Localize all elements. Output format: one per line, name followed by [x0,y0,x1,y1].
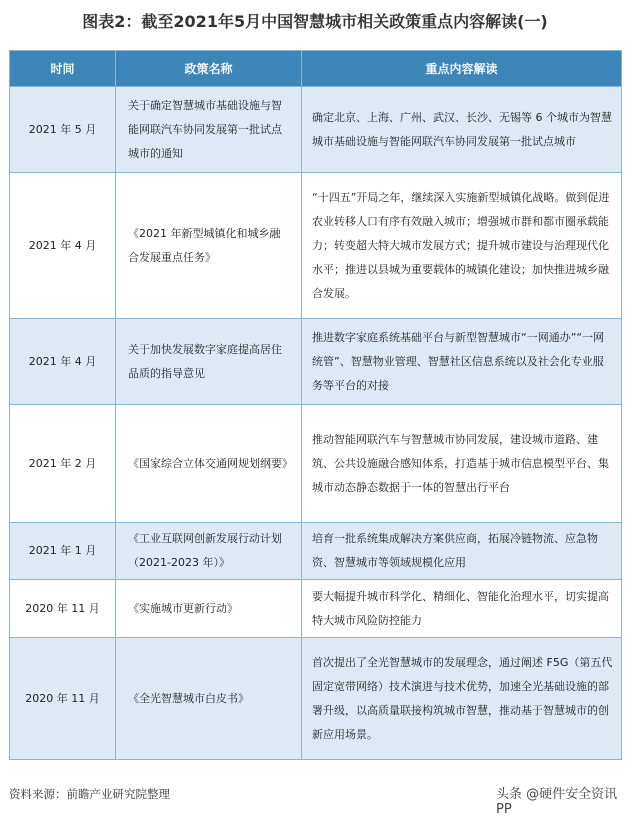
page-title: 图表2：截至2021年5月中国智慧城市相关政策重点内容解读(一) [82,12,548,31]
cell-detail: 首次提出了全光智慧城市的发展理念，通过阐述 F5G（第五代固定宽带网络）技术演进与技术优势，加速全光基础设施的部署升级，以高质量联接构筑城市智慧，推动基于智慧城市的创新应用场景。 [302,638,622,760]
cell-time: 2020 年 11 月 [10,638,116,760]
policy-table [9,50,622,760]
cell-policy: 《实施城市更新行动》 [116,580,302,638]
cell-policy: 《全光智慧城市白皮书》 [116,638,302,760]
table-row [10,405,622,523]
table-row [10,87,622,173]
watermark-text: 头条 @硬件安全资讯PP [496,787,618,817]
cell-policy: 关于确定智慧城市基础设施与智能网联汽车协同发展第一批试点城市的通知 [116,87,302,173]
table-row [10,523,622,580]
cell-policy: 《工业互联网创新发展行动计划（2021-2023 年）》 [116,523,302,580]
cell-time: 2021 年 5 月 [10,87,116,173]
cell-detail: “十四五”开局之年，继续深入实施新型城镇化战略。做到促进农业转移人口有序有效融入城市；增强城市群和都市圈承载能力；转变超大特大城市发展方式；提升城市建设与治理现代化水平；推进以县城为重要载体的城镇化建设；加快推进城乡融合发展。 [302,173,622,319]
table-row [10,319,622,405]
cell-policy: 《国家综合立体交通网规划纲要》 [116,405,302,523]
cell-time: 2021 年 4 月 [10,319,116,405]
cell-detail: 确定北京、上海、广州、武汉、长沙、无锡等 6 个城市为智慧城市基础设施与智能网联汽车协同发展第一批试点城市 [302,87,622,173]
cell-detail: 培育一批系统集成解决方案供应商，拓展冷链物流、应急物资、智慧城市等领域规模化应用 [302,523,622,580]
cell-policy: 关于加快发展数字家庭提高居住品质的指导意见 [116,319,302,405]
watermark [496,783,630,817]
cell-detail: 推进数字家庭系统基础平台与新型智慧城市“一网通办”“一网统管”、智慧物业管理、智慧社区信息系统以及社会化专业服务等平台的对接 [302,319,622,405]
table-row [10,173,622,319]
table-row [10,580,622,638]
header-time: 时间 [10,51,116,87]
cell-time: 2021 年 4 月 [10,173,116,319]
cell-time: 2020 年 11 月 [10,580,116,638]
header-policy: 政策名称 [116,51,302,87]
cell-detail: 要大幅提升城市科学化、精细化、智能化治理水平，切实提高特大城市风险防控能力 [302,580,622,638]
table-header-row [10,51,622,87]
table-row [10,638,622,760]
source-note: 资料来源：前瞻产业研究院整理 [9,787,170,801]
cell-time: 2021 年 2 月 [10,405,116,523]
cell-detail: 推动智能网联汽车与智慧城市协同发展，建设城市道路、建筑、公共设施融合感知体系，打造基于城市信息模型平台、集城市动态静态数据于一体的智慧出行平台 [302,405,622,523]
header-detail: 重点内容解读 [302,51,622,87]
cell-time: 2021 年 1 月 [10,523,116,580]
cell-policy: 《2021 年新型城镇化和城乡融合发展重点任务》 [116,173,302,319]
